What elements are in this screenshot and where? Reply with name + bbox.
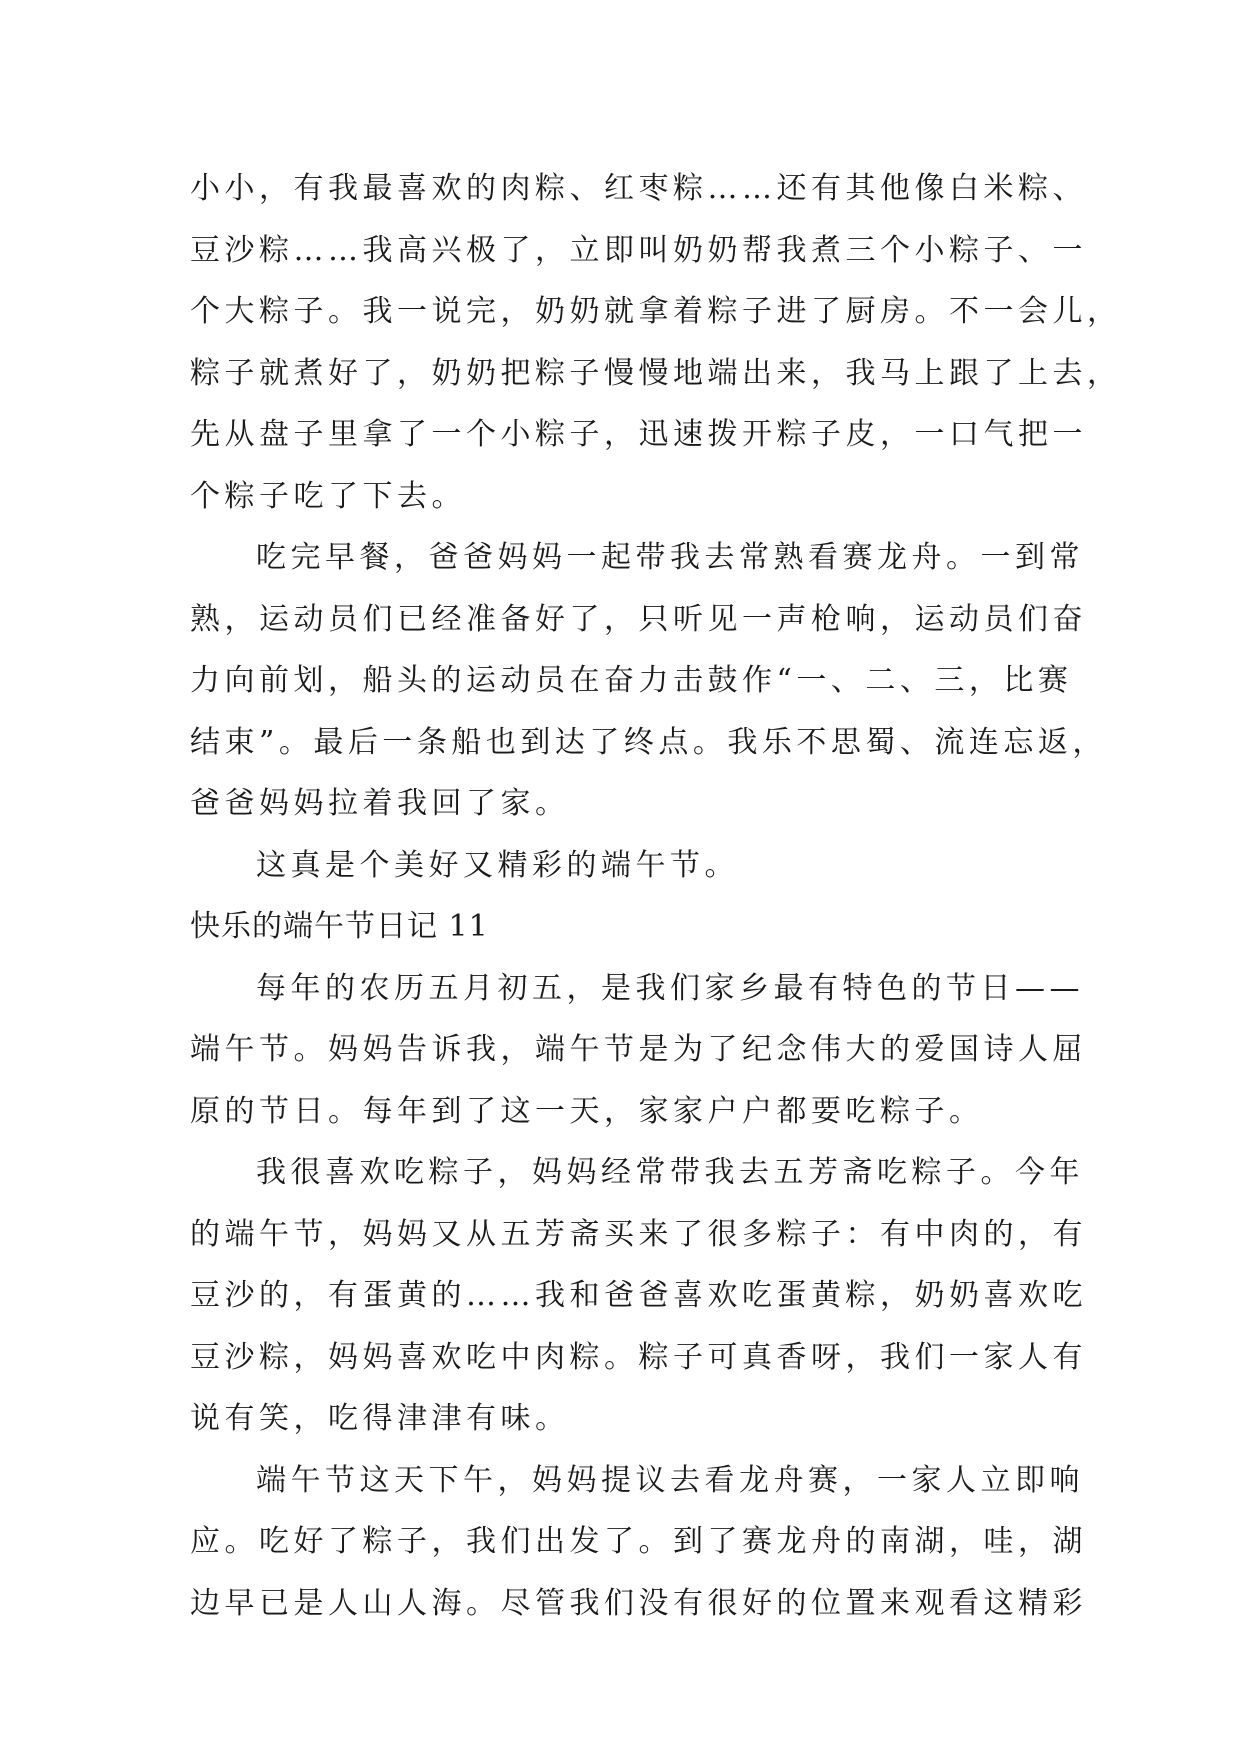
- paragraph-line: 先从盘子里拿了一个小粽子，迅速拨开粽子皮，一口气把一: [190, 417, 1087, 452]
- paragraph-3: [190, 835, 1090, 897]
- paragraph-line: 的端午节，妈妈又从五芳斋买来了很多粽子：有中肉的，有: [190, 1216, 1087, 1252]
- paragraph-line: 熟，运动员们已经准备好了，只听见一声枪响，运动员们奋: [190, 601, 1087, 637]
- paragraph-line: 结束”。最后一条船也到达了终点。我乐不思蜀、流连忘返，: [190, 724, 1107, 760]
- paragraph-line: 吃完早餐，爸爸妈妈一起带我去常熟看赛龙舟。一到常: [256, 540, 1084, 575]
- paragraph-line: 小小，有我最喜欢的肉粽、红枣粽……还有其他像白米粽、: [190, 171, 1087, 206]
- document-body: [190, 158, 1122, 1634]
- paragraph-2: [190, 527, 1107, 835]
- paragraph-line: 粽子就煮好了，奶奶把粽子慢慢地端出来，我马上跟了上去，: [190, 355, 1122, 391]
- paragraph-line: 爸爸妈妈拉着我回了家。: [190, 786, 570, 821]
- paragraph-line: 原的节日。每年到了这一天，家家户户都要吃粽子。: [190, 1093, 984, 1129]
- paragraph-line: 豆沙的，有蛋黄的……我和爸爸喜欢吃蛋黄粽，奶奶喜欢吃: [190, 1278, 1087, 1313]
- paragraph-line: 这真是个美好又精彩的端午节。: [256, 847, 739, 883]
- paragraph-line: 端午节这天下午，妈妈提议去看龙舟赛，一家人立即响: [256, 1462, 1084, 1498]
- paragraph-line: 力向前划，船头的运动员在奋力击鼓作“一、二、三，比赛: [190, 663, 1073, 698]
- paragraph-line: 应。吃好了粽子，我们出发了。到了赛龙舟的南湖，哇，湖: [190, 1524, 1087, 1559]
- paragraph-line: 端午节。妈妈告诉我，端午节是为了纪念伟大的爱国诗人屈: [190, 1032, 1087, 1067]
- paragraph-line: 个大粽子。我一说完，奶奶就拿着粽子进了厨房。不一会儿，: [190, 294, 1122, 329]
- paragraph-line: 豆沙粽……我高兴极了，立即叫奶奶帮我煮三个小粽子、一: [190, 232, 1087, 268]
- paragraph-line: 豆沙粽，妈妈喜欢吃中肉粽。粽子可真香呀，我们一家人有: [190, 1339, 1087, 1375]
- paragraph-line: 我很喜欢吃粽子，妈妈经常带我去五芳斋吃粽子。今年: [256, 1155, 1084, 1190]
- paragraph-line: 每年的农历五月初五，是我们家乡最有特色的节日——: [256, 970, 1084, 1006]
- paragraph-1: [190, 158, 1122, 527]
- paragraph-line: 个粽子吃了下去。: [190, 478, 466, 514]
- paragraph-line: 说有笑，吃得津津有味。: [190, 1401, 570, 1436]
- paragraph-4: [190, 958, 1090, 1143]
- section-heading: 快乐的端午节日记 11: [190, 909, 489, 944]
- paragraph-6: [190, 1450, 1090, 1635]
- paragraph-5: [190, 1142, 1090, 1450]
- paragraph-line: 边早已是人山人海。尽管我们没有很好的位置来观看这精彩: [190, 1585, 1087, 1621]
